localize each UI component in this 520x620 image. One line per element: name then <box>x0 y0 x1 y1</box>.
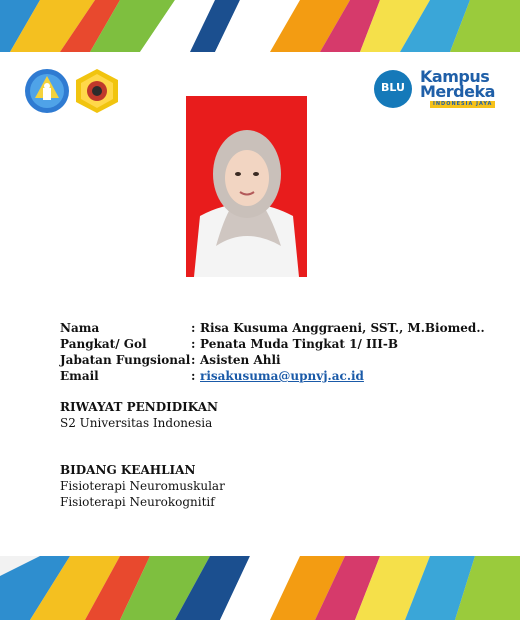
upn-veteran-jakarta-logo-icon <box>74 68 120 114</box>
expertise-heading: BIDANG KEAHLIAN <box>60 463 196 477</box>
education-heading: RIWAYAT PENDIDIKAN <box>60 400 218 414</box>
field-label: Nama <box>60 321 100 335</box>
kampus-merdeka-logo <box>372 66 502 110</box>
profile-details <box>60 320 485 384</box>
email-link[interactable]: risakusuma@upnvj.ac.id <box>200 369 364 383</box>
field-value: Asisten Ahli <box>200 353 281 367</box>
kampus-merdeka-tagline: INDONESIA JAYA <box>430 101 495 108</box>
institution-logos <box>24 68 120 114</box>
education-item: S2 Universitas Indonesia <box>60 416 213 430</box>
field-label: Jabatan Fungsional <box>60 353 191 367</box>
field-value: Penata Muda Tingkat 1/ III-B <box>200 337 398 351</box>
field-colon: : <box>191 353 196 367</box>
field-colon: : <box>191 369 196 383</box>
kampus-merdeka-word-2: Merdeka <box>420 82 495 101</box>
top-decorative-band <box>0 0 520 52</box>
field-value: Risa Kusuma Anggraeni, SST., M.Biomed.. <box>200 321 485 335</box>
field-label: Email <box>60 369 99 383</box>
bottom-decorative-band <box>0 556 520 620</box>
profile-photo <box>186 96 307 277</box>
blu-logo-icon: BLU <box>374 70 412 108</box>
field-colon: : <box>191 337 196 351</box>
field-colon: : <box>191 321 196 335</box>
field-name-row <box>60 320 485 336</box>
field-label: Pangkat/ Gol <box>60 337 147 351</box>
field-email-row <box>60 368 480 384</box>
tut-wuri-handayani-logo-icon <box>24 68 70 114</box>
expertise-item: Fisioterapi Neuromuskular <box>60 479 225 493</box>
expertise-item: Fisioterapi Neurokognitif <box>60 495 215 509</box>
kampus-merdeka-word-1: Kampus <box>420 67 490 86</box>
field-position-row <box>60 352 480 368</box>
field-rank-row <box>60 336 480 352</box>
